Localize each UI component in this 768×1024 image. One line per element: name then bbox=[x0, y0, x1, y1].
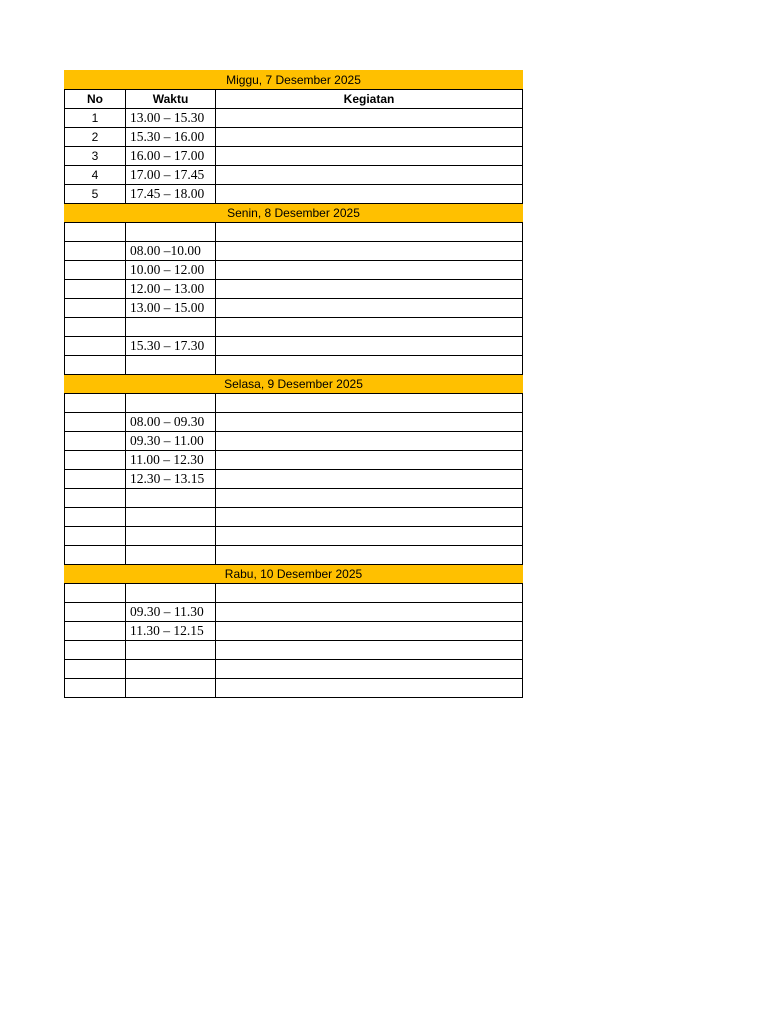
table-row bbox=[65, 641, 523, 660]
cell-activity bbox=[216, 489, 523, 508]
cell-no bbox=[65, 451, 126, 470]
cell-time: 10.00 – 12.00 bbox=[126, 261, 216, 280]
cell-time: 15.30 – 16.00 bbox=[126, 128, 216, 147]
cell-time: 08.00 – 09.30 bbox=[126, 413, 216, 432]
cell-activity bbox=[216, 394, 523, 413]
cell-time: 11.00 – 12.30 bbox=[126, 451, 216, 470]
cell-no bbox=[65, 242, 126, 261]
cell-time bbox=[126, 527, 216, 546]
cell-activity bbox=[216, 261, 523, 280]
cell-activity bbox=[216, 451, 523, 470]
cell-activity bbox=[216, 109, 523, 128]
cell-no: 2 bbox=[65, 128, 126, 147]
table-row bbox=[65, 147, 523, 166]
table-row bbox=[65, 261, 523, 280]
day-header-row bbox=[65, 204, 523, 223]
cell-no bbox=[65, 470, 126, 489]
cell-activity bbox=[216, 603, 523, 622]
day-title: Miggu, 7 Desember 2025 bbox=[65, 71, 523, 90]
day-title: Rabu, 10 Desember 2025 bbox=[65, 565, 523, 584]
table-row bbox=[65, 603, 523, 622]
cell-activity bbox=[216, 660, 523, 679]
cell-time bbox=[126, 356, 216, 375]
cell-time bbox=[126, 641, 216, 660]
cell-no bbox=[65, 299, 126, 318]
cell-time bbox=[126, 679, 216, 698]
cell-no bbox=[65, 546, 126, 565]
cell-time: 09.30 – 11.30 bbox=[126, 603, 216, 622]
cell-activity bbox=[216, 622, 523, 641]
table-row bbox=[65, 242, 523, 261]
table-row bbox=[65, 489, 523, 508]
cell-activity bbox=[216, 508, 523, 527]
cell-time bbox=[126, 394, 216, 413]
cell-no bbox=[65, 508, 126, 527]
cell-no bbox=[65, 280, 126, 299]
table-row bbox=[65, 546, 523, 565]
cell-time: 12.30 – 13.15 bbox=[126, 470, 216, 489]
cell-no bbox=[65, 394, 126, 413]
cell-activity bbox=[216, 432, 523, 451]
cell-time: 15.30 – 17.30 bbox=[126, 337, 216, 356]
cell-activity bbox=[216, 679, 523, 698]
cell-activity bbox=[216, 584, 523, 603]
cell-no bbox=[65, 641, 126, 660]
cell-no bbox=[65, 622, 126, 641]
cell-activity bbox=[216, 470, 523, 489]
table-row bbox=[65, 280, 523, 299]
table-row bbox=[65, 337, 523, 356]
cell-activity bbox=[216, 242, 523, 261]
table-row bbox=[65, 166, 523, 185]
table-row bbox=[65, 356, 523, 375]
cell-activity bbox=[216, 299, 523, 318]
table-row bbox=[65, 527, 523, 546]
cell-no bbox=[65, 660, 126, 679]
table-row bbox=[65, 185, 523, 204]
table-row bbox=[65, 470, 523, 489]
cell-no bbox=[65, 356, 126, 375]
table-row bbox=[65, 109, 523, 128]
cell-time bbox=[126, 318, 216, 337]
table-row bbox=[65, 584, 523, 603]
cell-activity bbox=[216, 166, 523, 185]
cell-time: 09.30 – 11.00 bbox=[126, 432, 216, 451]
cell-activity bbox=[216, 318, 523, 337]
day-header-row bbox=[65, 565, 523, 584]
cell-activity bbox=[216, 280, 523, 299]
cell-activity bbox=[216, 337, 523, 356]
cell-time: 17.00 – 17.45 bbox=[126, 166, 216, 185]
cell-no bbox=[65, 489, 126, 508]
schedule-body bbox=[65, 71, 523, 698]
column-header-row bbox=[65, 90, 523, 109]
cell-time: 13.00 – 15.30 bbox=[126, 109, 216, 128]
cell-no bbox=[65, 584, 126, 603]
cell-no bbox=[65, 432, 126, 451]
cell-activity bbox=[216, 128, 523, 147]
table-row bbox=[65, 223, 523, 242]
table-row bbox=[65, 128, 523, 147]
table-row bbox=[65, 432, 523, 451]
cell-no: 3 bbox=[65, 147, 126, 166]
cell-time: 08.00 –10.00 bbox=[126, 242, 216, 261]
cell-no bbox=[65, 603, 126, 622]
day-header-row bbox=[65, 71, 523, 90]
cell-no bbox=[65, 318, 126, 337]
cell-time bbox=[126, 546, 216, 565]
cell-time: 12.00 – 13.00 bbox=[126, 280, 216, 299]
day-title: Senin, 8 Desember 2025 bbox=[65, 204, 523, 223]
cell-activity bbox=[216, 546, 523, 565]
table-row bbox=[65, 679, 523, 698]
cell-no: 1 bbox=[65, 109, 126, 128]
cell-time bbox=[126, 223, 216, 242]
cell-no: 4 bbox=[65, 166, 126, 185]
day-title: Selasa, 9 Desember 2025 bbox=[65, 375, 523, 394]
table-row bbox=[65, 413, 523, 432]
cell-time: 11.30 – 12.15 bbox=[126, 622, 216, 641]
cell-activity bbox=[216, 185, 523, 204]
cell-time: 16.00 – 17.00 bbox=[126, 147, 216, 166]
cell-activity bbox=[216, 527, 523, 546]
cell-no bbox=[65, 337, 126, 356]
cell-time: 17.45 – 18.00 bbox=[126, 185, 216, 204]
cell-no bbox=[65, 261, 126, 280]
cell-no: 5 bbox=[65, 185, 126, 204]
cell-no bbox=[65, 223, 126, 242]
table-row bbox=[65, 660, 523, 679]
cell-time bbox=[126, 489, 216, 508]
table-row bbox=[65, 299, 523, 318]
cell-activity bbox=[216, 413, 523, 432]
cell-no bbox=[65, 527, 126, 546]
cell-activity bbox=[216, 223, 523, 242]
cell-time bbox=[126, 584, 216, 603]
cell-activity bbox=[216, 641, 523, 660]
table-row bbox=[65, 622, 523, 641]
cell-activity bbox=[216, 147, 523, 166]
schedule-table bbox=[64, 70, 523, 698]
cell-time bbox=[126, 508, 216, 527]
column-header-no: No bbox=[65, 90, 126, 109]
cell-no bbox=[65, 679, 126, 698]
column-header-time: Waktu bbox=[126, 90, 216, 109]
cell-time bbox=[126, 660, 216, 679]
cell-no bbox=[65, 413, 126, 432]
table-row bbox=[65, 318, 523, 337]
day-header-row bbox=[65, 375, 523, 394]
table-row bbox=[65, 451, 523, 470]
cell-time: 13.00 – 15.00 bbox=[126, 299, 216, 318]
table-row bbox=[65, 508, 523, 527]
cell-activity bbox=[216, 356, 523, 375]
table-row bbox=[65, 394, 523, 413]
column-header-activity: Kegiatan bbox=[216, 90, 523, 109]
